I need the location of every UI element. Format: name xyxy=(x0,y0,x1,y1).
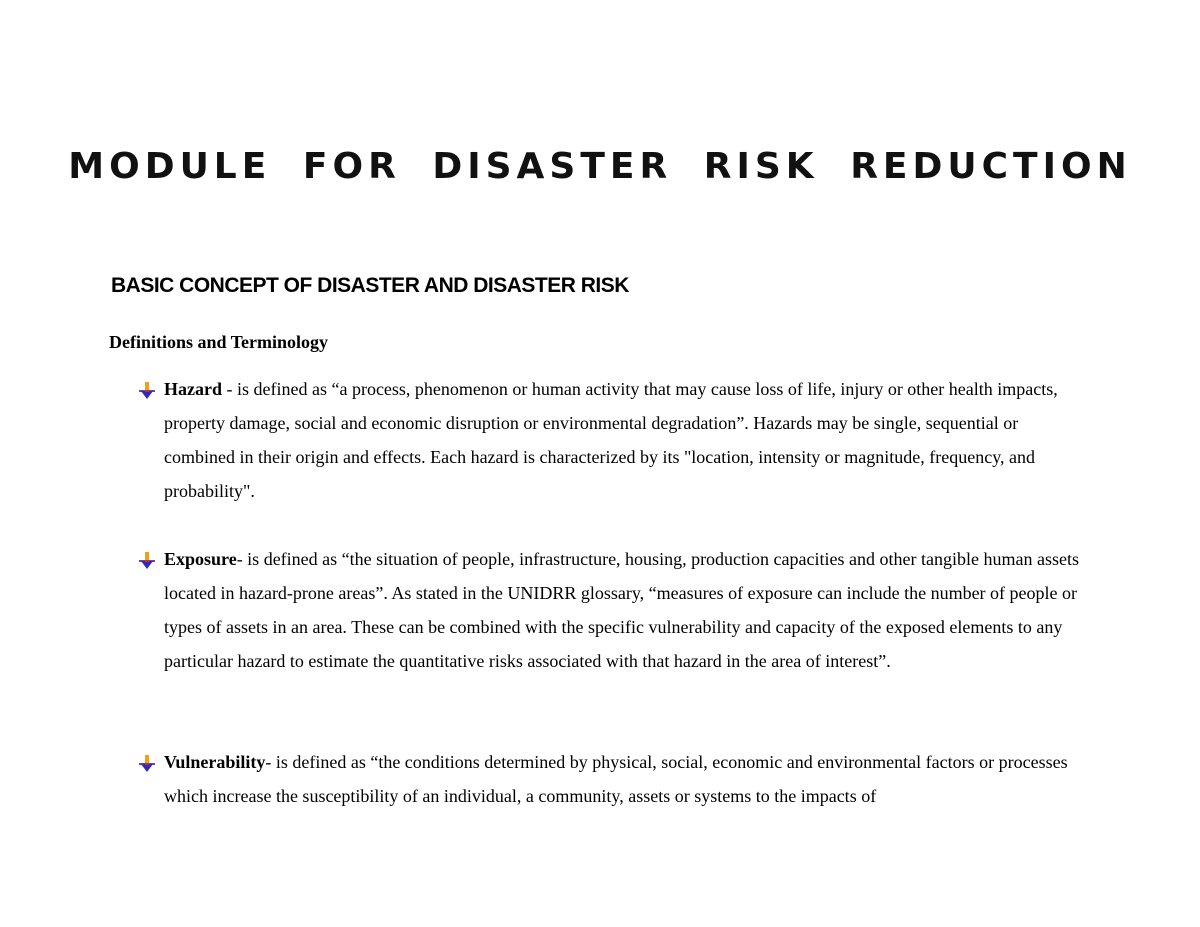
term-item-hazard xyxy=(138,378,1088,508)
term-word: Vulnerability xyxy=(164,752,266,772)
arrow-down-bullet-icon xyxy=(138,382,156,400)
arrow-down-bullet-icon xyxy=(138,552,156,570)
section-heading: BASIC CONCEPT OF DISASTER AND DISASTER RISK xyxy=(111,274,629,297)
arrow-down-bullet-icon xyxy=(138,755,156,773)
term-item-vulnerability xyxy=(138,751,1088,813)
sub-heading: Definitions and Terminology xyxy=(109,332,329,352)
module-title: MODULE FOR DISASTER RISK REDUCTION xyxy=(68,146,1132,187)
term-definition xyxy=(164,372,1088,508)
term-definition xyxy=(164,745,1088,813)
term-definition-text: - is defined as “the situation of people, infrastructure, housing, production capacities and other tangible human assets located in hazard-prone areas”. As stated in the UNIDRR glossary, “measures of exposure can include the number of people or types of assets in an area. These can be combined with the specific vulnerability and capacity of the exposed elements to any particular hazard to estimate the quantitative risks associated with that hazard in the area of interest”. xyxy=(164,549,1079,671)
term-word: Hazard xyxy=(164,379,222,399)
term-definition xyxy=(164,542,1088,678)
term-definition-text: - is defined as “a process, phenomenon or human activity that may cause loss of life, injury or other health impacts, property damage, social and economic disruption or environmental degradation”. Hazards may be single, sequential or combined in their origin and effects. Each hazard is characterized by its "location, intensity or magnitude, frequency, and probability". xyxy=(164,379,1058,501)
term-definition-text: - is defined as “the conditions determined by physical, social, economic and environmental factors or processes which increase the susceptibility of an individual, a community, assets or systems to the impacts of xyxy=(164,752,1068,806)
term-word: Exposure xyxy=(164,549,237,569)
term-item-exposure xyxy=(138,548,1088,678)
